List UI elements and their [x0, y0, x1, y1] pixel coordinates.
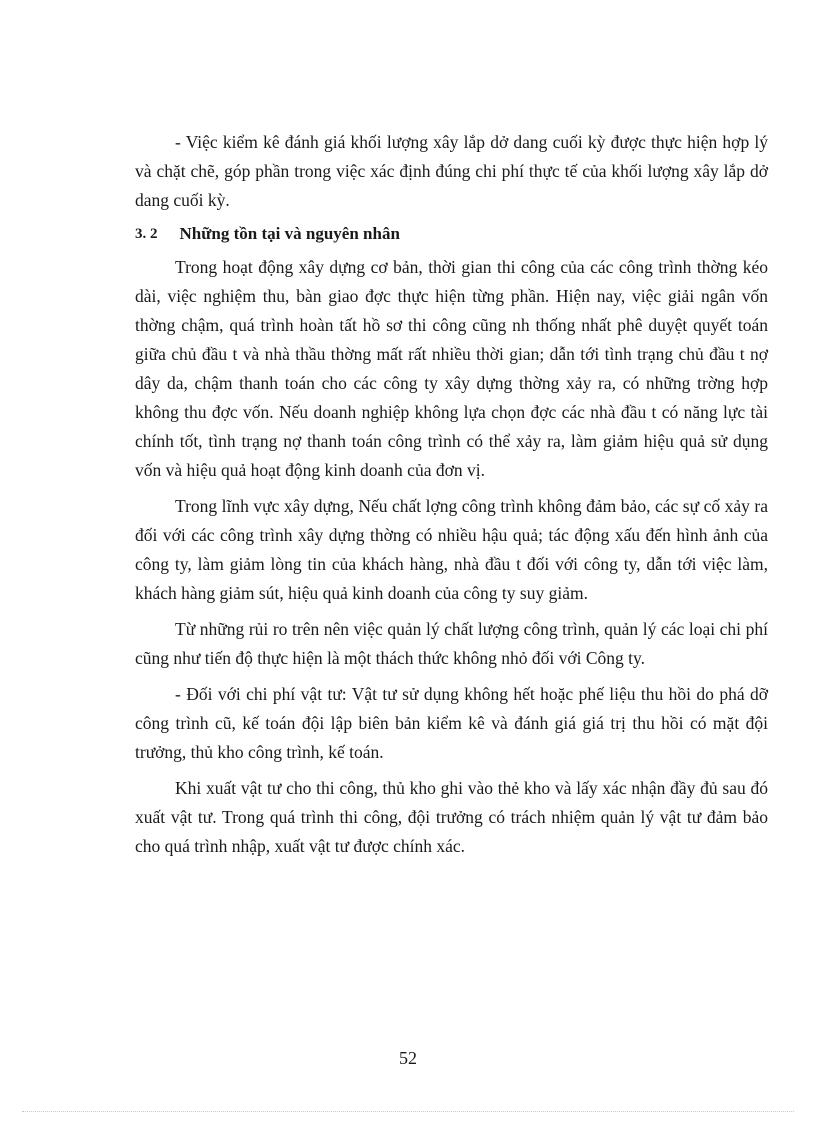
paragraph-inventory-assessment: - Việc kiểm kê đánh giá khối lượng xây lắp dở dang cuối kỳ được thực hiện hợp lý và chặt chẽ, góp phần trong việc xác định đúng chi phí thực tế của khối lượng xây lắp dở dang cuối kỳ. [135, 132, 768, 210]
page-body [135, 128, 768, 861]
paragraph-construction-payments: Trong hoạt động xây dựng cơ bản, thời gian thi công của các công trình thờng kéo dài, việc nghiệm thu, bàn giao đợc thực hiện từng phần. Hiện nay, việc giải ngân vốn thờng chậm, quá trình hoàn tất hồ sơ thi công cũng nh thống nhất phê duyệt quyết toán giữa chủ đầu t và nhà thầu thờng mất rất nhiều thời gian; dẫn tới tình trạng chủ đầu t nợ dây da, chậm thanh toán cho các công ty xây dựng thờng xảy ra, có những trờng hợp không thu đợc vốn. Nếu doanh nghiệp không lựa chọn đợc các nhà đầu t có năng lực tài chính tốt, tình trạng nợ thanh toán công trình có thể xảy ra, làm giảm hiệu quả sử dụng vốn và hiệu quả hoạt động kinh doanh của đơn vị. [135, 257, 768, 480]
page-number: 52 [399, 1048, 417, 1068]
section-title: Những tồn tại và nguyên nhân [179, 224, 400, 243]
section-number: 3. 2 [135, 226, 158, 242]
page-bottom-divider [22, 1111, 794, 1112]
paragraph-material-issuing: Khi xuất vật tư cho thi công, thủ kho ghi vào thẻ kho và lấy xác nhận đầy đủ sau đó xuất vật tư. Trong quá trình thi công, đội trưởng có trách nhiệm quản lý vật tư đảm bảo cho quá trình nhập, xuất vật tư được chính xác. [135, 778, 768, 856]
section-heading [135, 219, 768, 249]
paragraph-cost-management: Từ những rủi ro trên nên việc quản lý chất lượng công trình, quản lý các loại chi phí cũng như tiến độ thực hiện là một thách thức không nhỏ đối với Công ty. [135, 619, 768, 668]
paragraph-material-costs: - Đối với chi phí vật tư: Vật tư sử dụng không hết hoặc phế liệu thu hồi do phá dỡ công trình cũ, kế toán đội lập biên bản kiểm kê và đánh giá giá trị thu hồi có mặt đội trưởng, thủ kho công trình, kế toán. [135, 684, 768, 762]
paragraph-quality-issues: Trong lĩnh vực xây dựng, Nếu chất lợng công trình không đảm bảo, các sự cố xảy ra đối với các công trình xây dựng thờng có nhiều hậu quả; tác động xấu đến hình ảnh của công ty, làm giảm lòng tin của khách hàng, nhà đầu t đối với công ty, dẫn tới việc làm, khách hàng giảm sút, hiệu quả kinh doanh của công ty suy giảm. [135, 496, 768, 603]
